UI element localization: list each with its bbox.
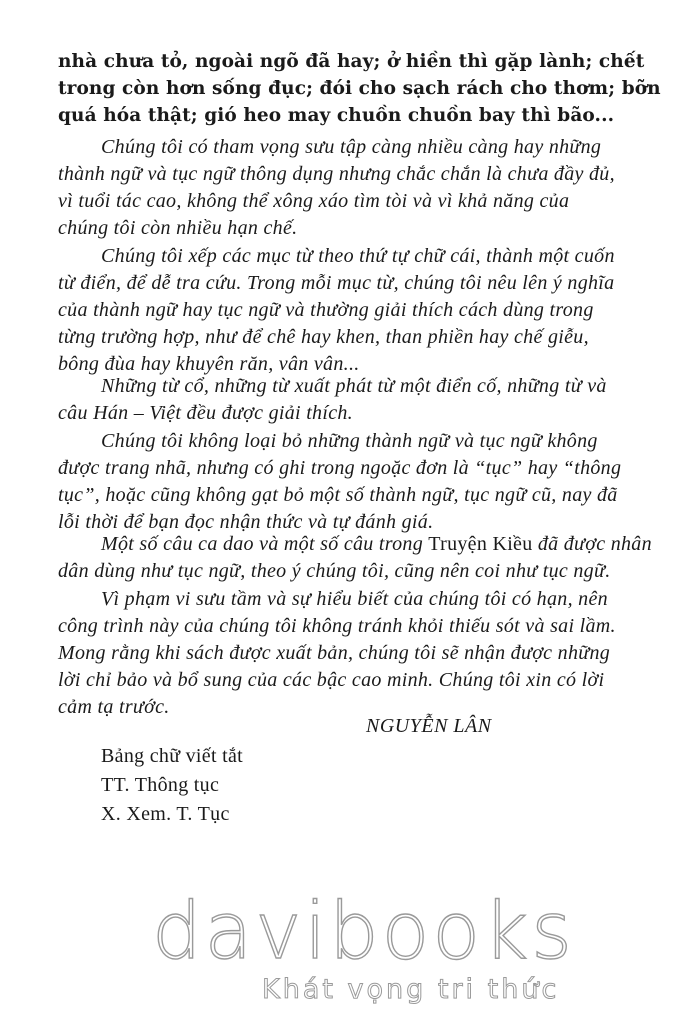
paragraph-4 (58, 428, 700, 536)
text-line (58, 531, 700, 558)
text-line: của thành ngữ hay tục ngữ và thường giải thích cách dùng trong (58, 299, 594, 321)
paragraph-1 (58, 134, 700, 242)
book-title: Truyện Kiều (428, 533, 533, 555)
text-line: được trang nhã, nhưng có ghi trong ngoặc đơn là “tục” hay “thông (58, 457, 622, 479)
text-line: bông đùa hay khuyên răn, vân vân... (58, 353, 360, 375)
author-signature: NGUYỄN LÂN (366, 715, 492, 737)
text-run: Một số câu ca dao và một số câu trong (101, 533, 429, 555)
watermark-tagline: Khát vọng tri thức (262, 974, 560, 1005)
text-line: Vì phạm vi sưu tầm và sự hiểu biết của chúng tôi có hạn, nên (101, 588, 608, 610)
text-line: Chúng tôi không loại bỏ những thành ngữ và tục ngữ không (101, 430, 598, 452)
text-line: nhà chưa tỏ, ngoài ngõ đã hay; ở hiền thì gặp lành; chết (58, 51, 645, 72)
intro-bold-text (58, 48, 700, 129)
text-line: chúng tôi còn nhiều hạn chế. (58, 217, 298, 239)
text-line: câu Hán – Việt đều được giải thích. (58, 402, 353, 424)
text-line: dân dùng như tục ngữ, theo ý chúng tôi, cũng nên coi như tục ngữ. (58, 560, 611, 582)
text-line: Mong rằng khi sách được xuất bản, chúng tôi sẽ nhận được những (58, 642, 611, 664)
text-line: thành ngữ và tục ngữ thông dụng nhưng chắc chắn là chưa đầy đủ, (58, 163, 615, 185)
paragraph-3 (58, 373, 700, 427)
text-line: Chúng tôi xếp các mục từ theo thứ tự chữ cái, thành một cuốn (101, 245, 615, 267)
text-line: công trình này của chúng tôi không tránh khỏi thiếu sót và sai lầm. (58, 615, 616, 637)
abbreviation-heading: Bảng chữ viết tắt (101, 745, 244, 767)
abbreviation-item: X. Xem. T. Tục (101, 803, 230, 825)
text-line: tục”, hoặc cũng không gạt bỏ một số thành ngữ, tục ngữ cũ, nay đã (58, 484, 618, 506)
paragraph-5 (58, 531, 700, 585)
paragraph-6 (58, 586, 700, 721)
text-line: từ điển, để dễ tra cứu. Trong mỗi mục từ, chúng tôi nêu lên ý nghĩa (58, 272, 615, 294)
text-line: từng trường hợp, như để chê hay khen, than phiền hay chế giễu, (58, 326, 589, 348)
text-line: lời chỉ bảo và bổ sung của các bậc cao minh. Chúng tôi xin có lời (58, 669, 605, 691)
text-line: lỗi thời để bạn đọc nhận thức và tự đánh giá. (58, 511, 434, 533)
text-run: đã được nhân (532, 533, 652, 555)
text-line: Chúng tôi có tham vọng sưu tập càng nhiều càng hay những (101, 136, 602, 158)
text-line: Những từ cổ, những từ xuất phát từ một điển cố, những từ và (101, 375, 607, 397)
text-line: vì tuổi tác cao, không thể xông xáo tìm tòi và vì khả năng của (58, 190, 570, 212)
text-line: cảm tạ trước. (58, 696, 170, 718)
paragraph-2 (58, 243, 700, 378)
watermark-logo: davibooks (152, 887, 575, 977)
abbreviation-table (101, 742, 243, 829)
text-line: trong còn hơn sống đục; đói cho sạch rách cho thơm; bỡn (58, 78, 661, 99)
abbreviation-item: TT. Thông tục (101, 774, 220, 796)
text-line: quá hóa thật; gió heo may chuồn chuồn bay thì bão... (58, 105, 615, 126)
